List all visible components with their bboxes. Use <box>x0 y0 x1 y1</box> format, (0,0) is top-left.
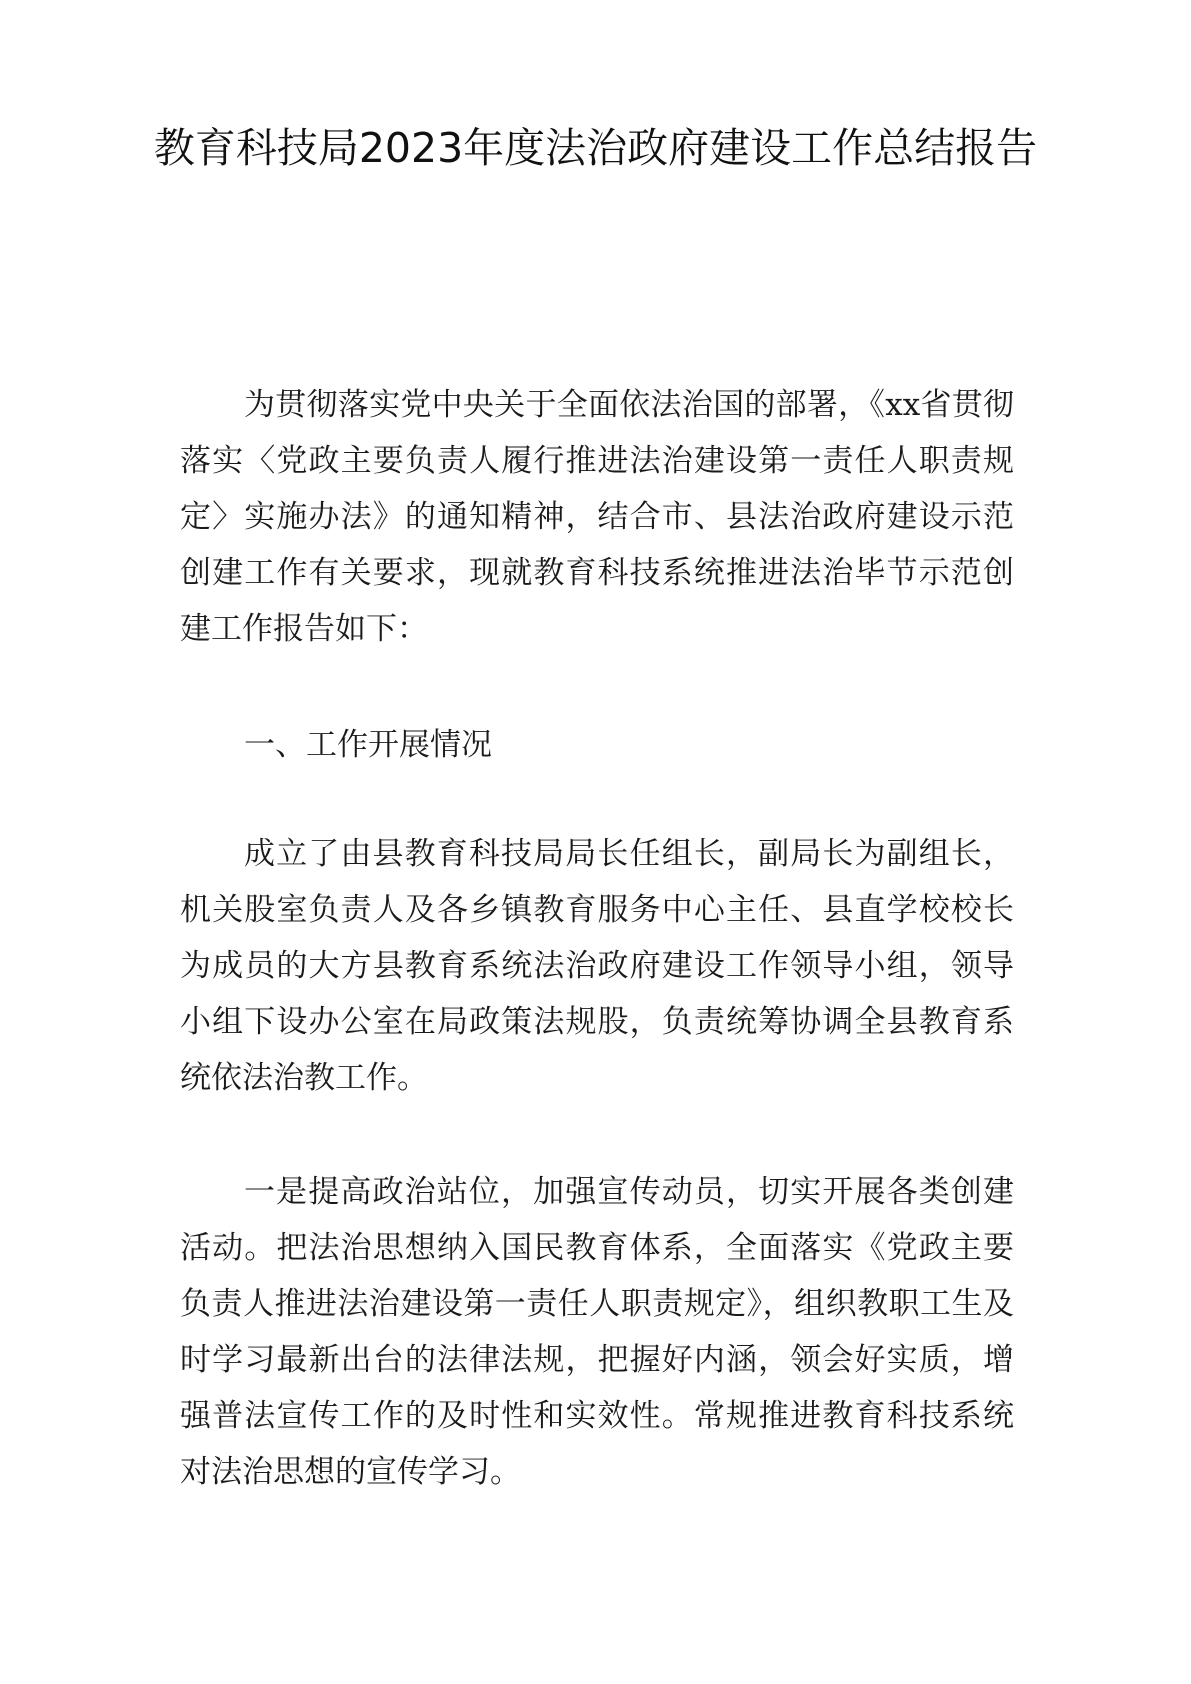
body-paragraph: 成立了由县教育科技局局长任组长，副局长为副组长，机关股室负责人及各乡镇教育服务中心主任、县直学校校长为成员的大方县教育系统法治政府建设工作领导小组，领导小组下设办公室在局政策法规股，负责统筹协调全县教育系统依法治教工作。 <box>180 836 1014 1096</box>
document-title: 教育科技局2023年度法治政府建设工作总结报告 <box>153 124 1038 172</box>
body-paragraph: 一是提高政治站位，加强宣传动员，切实开展各类创建活动。把法治思想纳入国民教育体系，全面落实《党政主要负责人推进法治建设第一责任人职责规定》，组织教职工生及时学习最新出台的法律法规，把握好内涵，领会好实质，增强普法宣传工作的及时性和实效性。常规推进教育科技系统对法治思想的宣传学习。 <box>180 1174 1014 1490</box>
section-heading: 一、工作开展情况 <box>244 727 492 763</box>
intro-paragraph: 为贯彻落实党中央关于全面依法治国的部署，《xx省贯彻落实〈党政主要负责人履行推进法治建设第一责任人职责规定〉实施办法》的通知精神，结合市、县法治政府建设示范创建工作有关要求，现就教育科技系统推进法治毕节示范创建工作报告如下： <box>180 387 1014 647</box>
